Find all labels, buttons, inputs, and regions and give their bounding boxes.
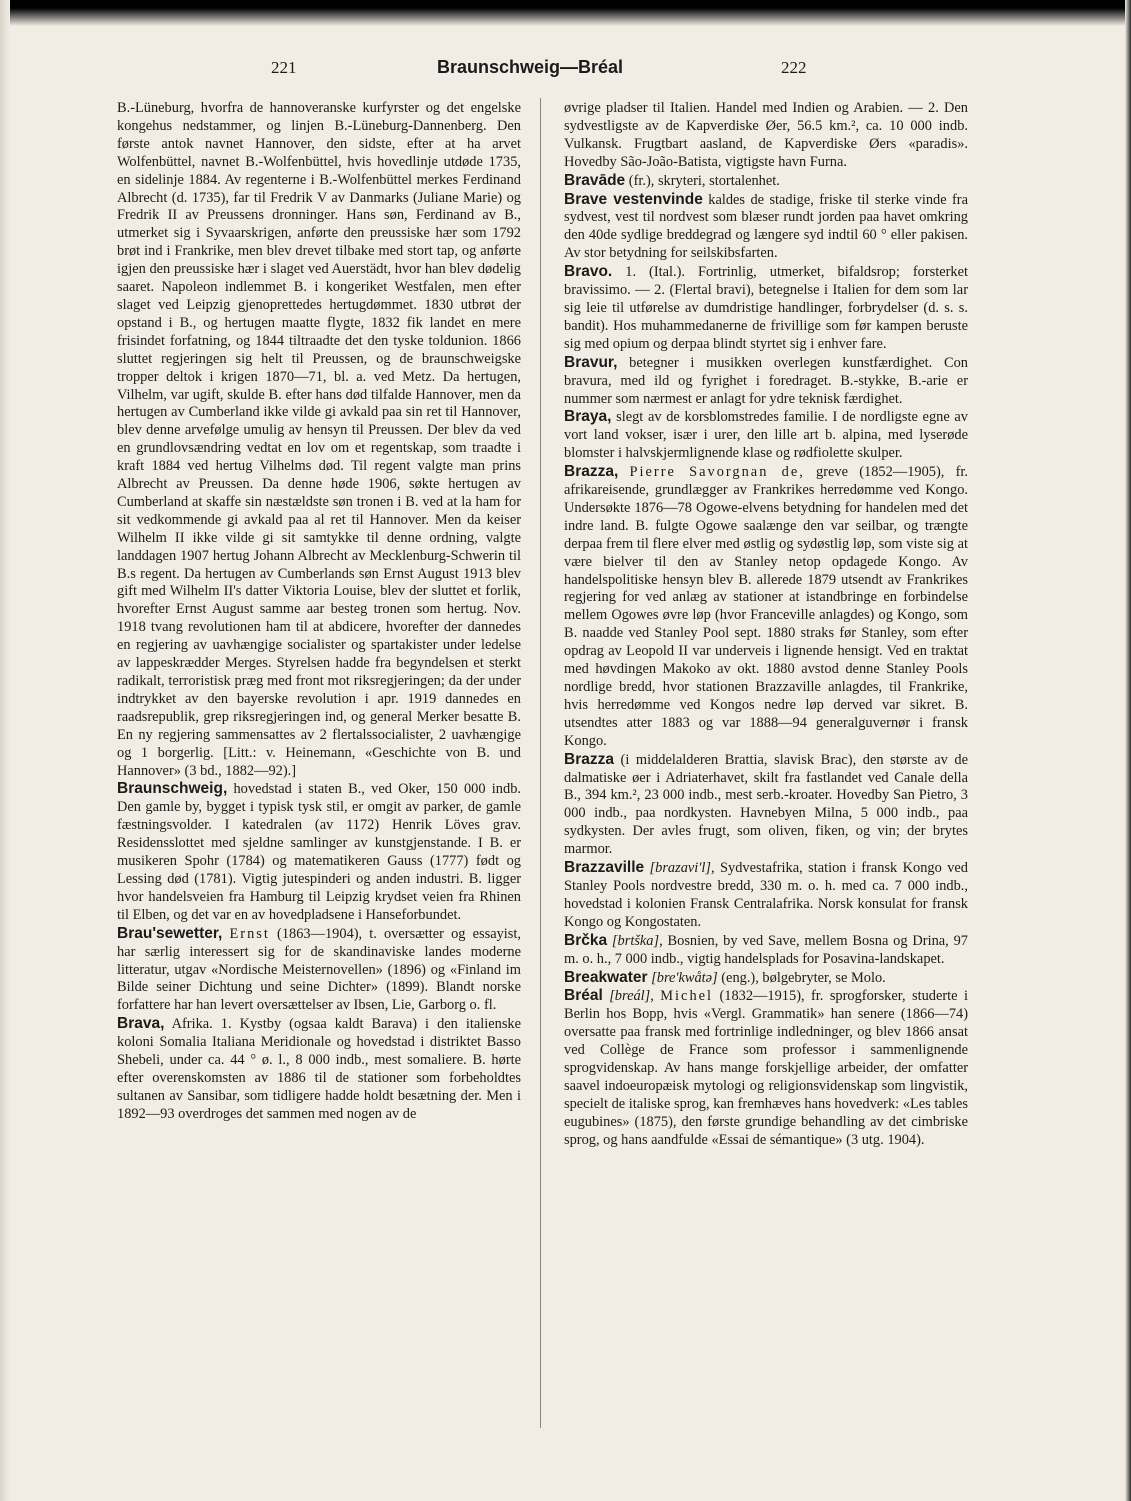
person-name: Ernst bbox=[229, 925, 270, 942]
entry-text: (1832—1915), fr. sprogforsker, studerte i Berlin hos Bopp, hvis «Vergl. Grammatik» han senere (1866—74) oversatte paa fransk med fortrinlige indledninger, og blev 1866 ansat ved Collège de France som professor i sammenlignende sprogvidenskap. Av hans mange forskjellige arbeider, der omfatter saavel indoeuropæisk mytologi og religionsvidenskap som lingvistik, specielt de italiske sprog, kan fremhæves hans hovedverk: «Les tables eugubines» (1875), den første grundige behandling av det cimbriske sprog, og hans aandfulde «Essai de sémantique» (3 utg. 1904). bbox=[564, 988, 968, 1148]
headword: Brazza, bbox=[564, 463, 619, 481]
entry-breal bbox=[564, 987, 968, 1149]
scan-top-edge bbox=[0, 0, 1131, 26]
scan-right-edge bbox=[1125, 0, 1131, 1501]
entry-text: 1. (Ital.). Fortrinlig, utmerket, bifaldsrop; forsterket bravissimo. — 2. (Flertal bravi), betegnelse i Italien for dem som lar sig leie til utførelse av dumdristige handlinger, forbrydelser (d. s. s. bandit). Hos muhammedanerne de frivillige som før kampen beruste sig med opium og derpaa blindt styrtet sig i enhver fare. bbox=[564, 264, 968, 352]
entry-brausewetter bbox=[117, 925, 521, 1016]
entry-breakwater bbox=[564, 969, 968, 988]
person-name: Michel bbox=[660, 988, 714, 1005]
entry-brcka bbox=[564, 932, 968, 969]
entry-brave-vestenvinde bbox=[564, 191, 968, 264]
entry-text: (eng.), bølgebryter, se Molo. bbox=[717, 969, 886, 986]
entry-braya bbox=[564, 408, 968, 463]
headword: Bréal bbox=[564, 987, 603, 1005]
entry-text: hovedstad i staten B., ved Oker, 150 000 indb. Den gamle by, bygget i typisk tysk stil, er omgit av parker, de gamle fæstningsvolder. I katedralen (av 1172) Henrik Löves grav. Residensslottet med sjeldne samlinger av kunstgjenstande. I B. er musikeren Spohr (1784) og matematikeren Gauss (1777) født og Lessing død (1781). Vigtig jutespinderi og anden industri. B. ligger hvor handelsveien fra Hamburg til Leipzig krydset veien fra Rhinen til Elben, og det var en av hovedpladsene i Hanseforbundet. bbox=[117, 781, 521, 923]
entry-text: Bosnien, by ved Save, mellem Bosna og Drina, 97 m. o. h., 7 000 indb., vigtig handelsplads for Posavina-landskapet. bbox=[564, 932, 968, 967]
headword: Brčka bbox=[564, 931, 608, 949]
pronunciation: [brtška], bbox=[607, 932, 663, 949]
headword: Brazza bbox=[564, 750, 614, 768]
entry-brava bbox=[117, 1015, 521, 1123]
entry-text: betegner i musikken overlegen kunstfærdighet. Con bravura, med ild og fyrighet i foredraget. B.-stykke, B.-arie er nummer som nærmest er anlagt for ydre teknisk færdighet. bbox=[564, 354, 968, 407]
headword: Bravo. bbox=[564, 263, 613, 281]
pronunciation: [brazavi'l], bbox=[644, 860, 715, 877]
headword: Breakwater bbox=[564, 968, 648, 986]
headword: Brave vestenvinde bbox=[564, 190, 703, 208]
entry-text: (fr.), skryteri, stortalenhet. bbox=[625, 172, 780, 189]
headword: Brau'sewetter, bbox=[117, 924, 223, 942]
entry-brazzaville bbox=[564, 859, 968, 932]
entry-bravo bbox=[564, 263, 968, 354]
entry-bravade bbox=[564, 172, 968, 191]
continued-text: B.-Lüneburg, hvorfra de hannoveranske kurfyrster og det engelske kongehus nedstammer, og linjen B.-Lüneburg-Dannenberg. Den første antok navnet Hannover, den sidste, efter at ha arvet Wolfenbüttel, navnet B.-Wolfenbüttel, hvis hovedlinje utdøde 1735, en sidelinje 1884. Av regenterne i B.-Wolfenbüttel merkes Ferdinand Albrecht (d. 1735), far til Fredrik V av Danmarks (Juliane Marie) og Fredrik II av Preussens dronninger. Hans søn, Ferdinand av B., utmerket sig i Syvaarskrigen, anførte den preussiske hær som 1792 brøt ind i Frankrike, men blev drevet tilbake med stort tap, og anførte igjen den preussiske hær i slaget ved Auerstädt, hvor han blev dødelig saaret. Napoleon indlemmet B. i kongeriket Westfalen, men efter slaget ved Leipzig gjenoprettedes hertugdømmet. 1830 utbrøt der opstand i B., og hertugen maatte flygte, 1832 fik landet en mere frisindet forfatning, og 1844 tiltraadte det den tyske toldunion. 1866 sluttet regjeringen sig helt til Preussen, og de braunschweigske tropper deltok i krigen 1870—71, bl. a. ved Metz. Da hertugen, Vilhelm, var ugift, skulde B. efter hans død tilfalde Hannover, men da hertugen av Cumberland ikke vilde gi avkald paa sin ret til Hannover, blev denne arvefølge umulig av hensyn til Preussen. Der blev da ved en grundlovsændring vedtat en lov om et regentskap, som traadte i kraft 1884 ved hertug Vilhelms død. Til regent valgte man prins Albrecht av Preussen. Da denne høde 1906, søkte hertugen av Cumberland at skaffe sin næstældste søn tronen i B. ved at la ham for sit vedkommende gi avkald paa al ret til Hannover. Men da keiser Wilhelm II ikke vilde gi sit samtykke til denne ordning, valgte landdagen 1907 hertug Johann Albrecht av Mecklenburg-Schwerin til B.s regent. Da hertugen av Cumberlands søn Ernst August 1913 blev gift med Wilhelm II's datter Viktoria Louise, blev der sluttet et forlik, hvorefter Ernst August samme aar besteg tronen som hertug. Nov. 1918 tvang revolutionen ham til at abdicere, hvorefter der dannedes en regjering av uavhængige socialister og spartakister under ledelse av lappeskrædder Merges. Styrelsen hadde fra begyndelsen et sterkt radikalt, terroristisk præg med front mot riksregjeringen; da der under indtrykket av den bayerske revolution i apr. 1919 dannedes en raadsrepublik, grep riksregjeringen ind, og general Merker besatte B. En ny regjering sammensattes av 2 flertalssocialister, 2 uavhængige og 1 borgerlig. [Litt.: v. Heinemann, «Geschichte von B. und Hannover» (3 bd., 1882—92).] bbox=[117, 100, 521, 779]
running-head-title: Braunschweig—Bréal bbox=[436, 57, 624, 77]
column-divider bbox=[540, 98, 541, 1428]
headword: Braunschweig, bbox=[117, 780, 228, 798]
headword: Brava, bbox=[117, 1015, 165, 1033]
page-number-right: 222 bbox=[781, 58, 807, 77]
entry-braunschweig bbox=[117, 780, 521, 924]
entry-text: (i middelalderen Brattia, slavisk Brac), den største av de dalmatiske øer i Adriaterhavet, skilt fra fastlandet ved Canale della B., 394 km.², 23 000 indb., mest serb.-kroater. Hovedby San Pietro, 3 000 indb., paa nordkysten. Havnebyen Milna, 5 000 indb., paa sydkysten. Der avles frugt, som oliven, fiken, og vin; der brytes marmor. bbox=[564, 751, 968, 858]
pronunciation: [breál], bbox=[602, 988, 654, 1005]
entry-text: Afrika. 1. Kystby (ogsaa kaldt Barava) i den italienske koloni Somalia Italiana Meridionale og hovedstad i distriktet Basso Shebeli, under ca. 44 ° ø. l., 8 000 indb., mest somaliere. B. hørte efter overenskomsten av 1886 til de stationer som forbeholdtes sultanen av Sansibar, som tidligere hadde holdt besætning der. Men i 1892—93 overdroges det sammen med nogen av de bbox=[117, 1016, 521, 1122]
page-number-left: 221 bbox=[271, 58, 297, 77]
person-name: Pierre Savorgnan de, bbox=[629, 464, 805, 481]
page-header bbox=[0, 52, 1131, 82]
entry-brazza-island bbox=[564, 751, 968, 859]
right-column bbox=[564, 100, 968, 1440]
continued-text: øvrige pladser til Italien. Handel med Indien og Arabien. — 2. Den sydvestligste av de Kapverdiske Øer, 56.5 km.², ca. 10 000 indb. Vulkansk. Frugtbart aasland, de Kapverdiske Øers «paradis». Hovedby São-João-Batista, vigtigste havn Furna. bbox=[564, 100, 968, 170]
scan-left-shadow bbox=[0, 0, 10, 1501]
headword: Bravur, bbox=[564, 353, 618, 371]
entry-brazza-person bbox=[564, 463, 968, 751]
headword: Bravāde bbox=[564, 171, 626, 189]
headword: Brazzaville bbox=[564, 859, 645, 877]
entry-text: (1863—1904), t. oversætter og essayist, har særlig interessert sig for de skandinaviske landes moderne litteratur, utgav «Nordische Meisternovellen» (1896) og «Finland im Bilde seiner Dichtung und seine Dichter» (1899). Blandt norske forfattere har han levert oversættelser av Ibsen, Lie, Garborg o. fl. bbox=[117, 925, 521, 1014]
pronunciation: [bre'kwåtə] bbox=[647, 969, 718, 986]
entry-text: greve (1852—1905), fr. afrikareisende, grundlægger av Frankrikes herredømme ved Kongo. Undersøkte 1876—78 Ogowe-elvens betydning for handelen med det indre land. B. fulgte Ogowe saalænge den var seilbar, og trængte derpaa frem til flere elver med østlig og sydøstlig løp, som viste sig at være bielver til den av Stanley netop opdagede Kongo. Av handelspolitiske hensyn blev B. allerede 1879 utsendt av Frankrikes regjering for ved anlæg av stationer at istandbringe en forbindelse mellem Ogowes øvre løp (hvor Franceville anlagdes) og Kongo, som B. naadde ved Stanley Pool sept. 1880 straks før Stanley, som efter opdrag av Leopold II var underveis i lignende hensigt. Ved en traktat med høvdingen Makoko av okt. 1880 avstod denne Stanley Pools nordlige bredd, hvor stationen Brazzaville anlagdes, til Frankrike, hvis herredømme ved Kongos nedre løp derved var sikret. B. utsendtes atter 1883 og var 1888—94 generalguvernør i fransk Kongo. bbox=[564, 464, 968, 749]
headword: Braya, bbox=[564, 408, 612, 426]
entry-text: kaldes de stadige, friske til sterke vinde fra sydvest, vest til nordvest som blæser rundt jorden paa havet omkring den 40de sydlige breddegrad og længere syd indtil 60 ° eller pakisen. Av stor betydning for seilskibsfarten. bbox=[564, 191, 968, 262]
entry-text: Sydvestafrika, station i fransk Kongo ved Stanley Pools nordvestre bredd, 330 m. o. h. med ca. 7 000 indb., hovedstad i kolonien Fransk Centralafrika. Norsk konsulat for fransk Kongo og Kongostaten. bbox=[564, 860, 968, 930]
entry-bravur bbox=[564, 354, 968, 409]
entry-text: slegt av de korsblomstredes familie. I de nordligste egne av vort land vokser, især i urer, den lille art b. alpina, med lyserøde blomster i halvskjermlignende klase og rødfiolette skulper. bbox=[564, 409, 968, 462]
left-column bbox=[117, 100, 521, 1425]
